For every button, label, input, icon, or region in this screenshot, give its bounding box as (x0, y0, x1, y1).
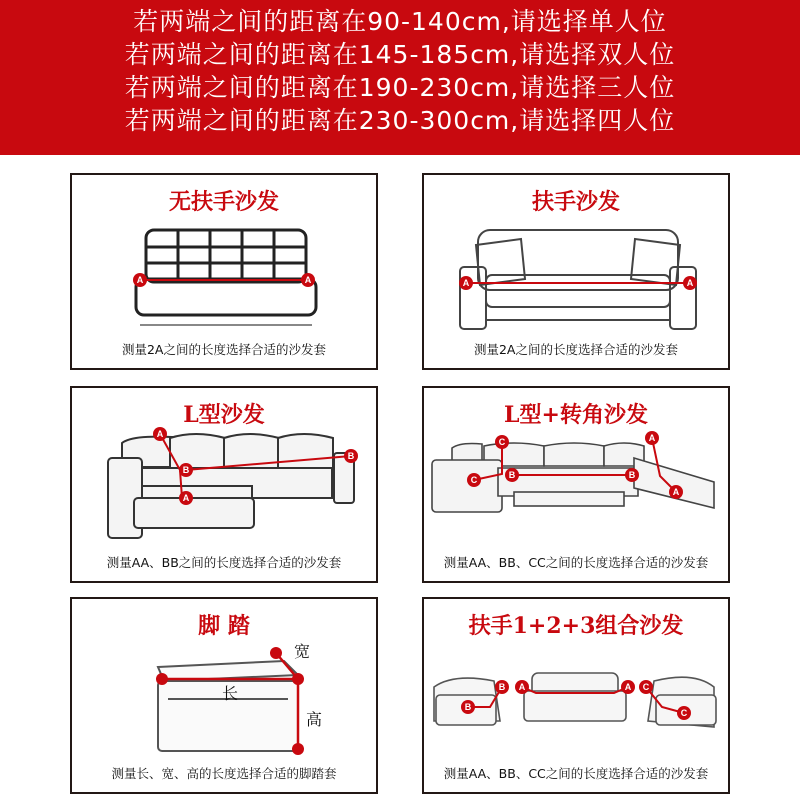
length-endpoint-left (156, 673, 168, 685)
width-endpoint-top (270, 647, 282, 659)
svg-text:A: A (624, 682, 632, 692)
header-banner (0, 0, 800, 155)
marker-a-right (301, 273, 315, 287)
corner-endpoint (292, 673, 304, 685)
svg-text:A: A (686, 278, 694, 288)
card-caption: 测量AA、BB、CC之间的长度选择合适的沙发套 (443, 766, 709, 781)
svg-text:B: B (464, 702, 472, 712)
card-caption: 测量AA、BB、CC之间的长度选择合适的沙发套 (443, 555, 709, 570)
svg-text:A: A (672, 487, 680, 497)
marker-a-top (153, 427, 167, 441)
marker-b-right (344, 449, 358, 463)
card-title: 无扶手沙发 (168, 189, 279, 215)
marker-a-left (133, 273, 147, 287)
marker-a-bottom (669, 485, 683, 499)
width-label: 宽 (294, 642, 311, 661)
marker-b-left (505, 468, 519, 482)
marker-c-top (495, 435, 509, 449)
svg-text:B: B (508, 470, 516, 480)
card-caption: 测量2A之间的长度选择合适的沙发套 (121, 342, 326, 357)
svg-text:B: B (347, 451, 355, 461)
marker-a-right (683, 276, 697, 290)
svg-text:A: A (304, 275, 312, 285)
marker-c-left (467, 473, 481, 487)
svg-text:A: A (156, 429, 164, 439)
svg-text:B: B (498, 682, 506, 692)
svg-text:A: A (462, 278, 470, 288)
card-corner-sofa (422, 386, 730, 583)
card-title: L型+转角沙发 (504, 402, 648, 428)
marker-c-left (639, 680, 653, 694)
card-footstool (70, 597, 378, 794)
svg-text:A: A (182, 493, 190, 503)
svg-text:C: C (680, 708, 688, 718)
marker-b-right (495, 680, 509, 694)
marker-b-right (625, 468, 639, 482)
banner-line-single: 若两端之间的距离在90-140cm,请选择单人位 (133, 7, 667, 36)
marker-b-left (461, 700, 475, 714)
banner-line-triple: 若两端之间的距离在190-230cm,请选择三人位 (124, 73, 676, 102)
card-caption: 测量2A之间的长度选择合适的沙发套 (473, 342, 678, 357)
banner-line-quad: 若两端之间的距离在230-300cm,请选择四人位 (124, 106, 676, 135)
svg-text:B: B (182, 465, 190, 475)
marker-a-top (645, 431, 659, 445)
marker-a-left (459, 276, 473, 290)
marker-a-left (515, 680, 529, 694)
card-title: 脚 踏 (198, 613, 250, 639)
card-armless-sofa (70, 173, 378, 370)
card-title: L型沙发 (183, 402, 265, 428)
card-title: 扶手沙发 (531, 189, 620, 215)
card-l-shaped-sofa (70, 386, 378, 583)
svg-text:C: C (642, 682, 650, 692)
svg-text:A: A (518, 682, 526, 692)
card-armrest-sofa (422, 173, 730, 370)
card-sofa-set (422, 597, 730, 794)
svg-text:A: A (648, 433, 656, 443)
svg-text:A: A (136, 275, 144, 285)
svg-text:B: B (628, 470, 636, 480)
card-caption: 测量长、宽、高的长度选择合适的脚踏套 (111, 766, 337, 781)
height-endpoint-bottom (292, 743, 304, 755)
height-label: 高 (306, 710, 323, 729)
svg-text:C: C (498, 437, 506, 447)
marker-c-right (677, 706, 691, 720)
banner-line-double: 若两端之间的距离在145-185cm,请选择双人位 (124, 40, 676, 69)
svg-text:C: C (470, 475, 478, 485)
marker-a-bottom (179, 491, 193, 505)
card-title: 扶手1+2+3组合沙发 (468, 613, 684, 639)
length-label: 长 (222, 684, 239, 703)
card-caption: 测量AA、BB之间的长度选择合适的沙发套 (106, 555, 342, 570)
marker-a-right (621, 680, 635, 694)
marker-b-left (179, 463, 193, 477)
